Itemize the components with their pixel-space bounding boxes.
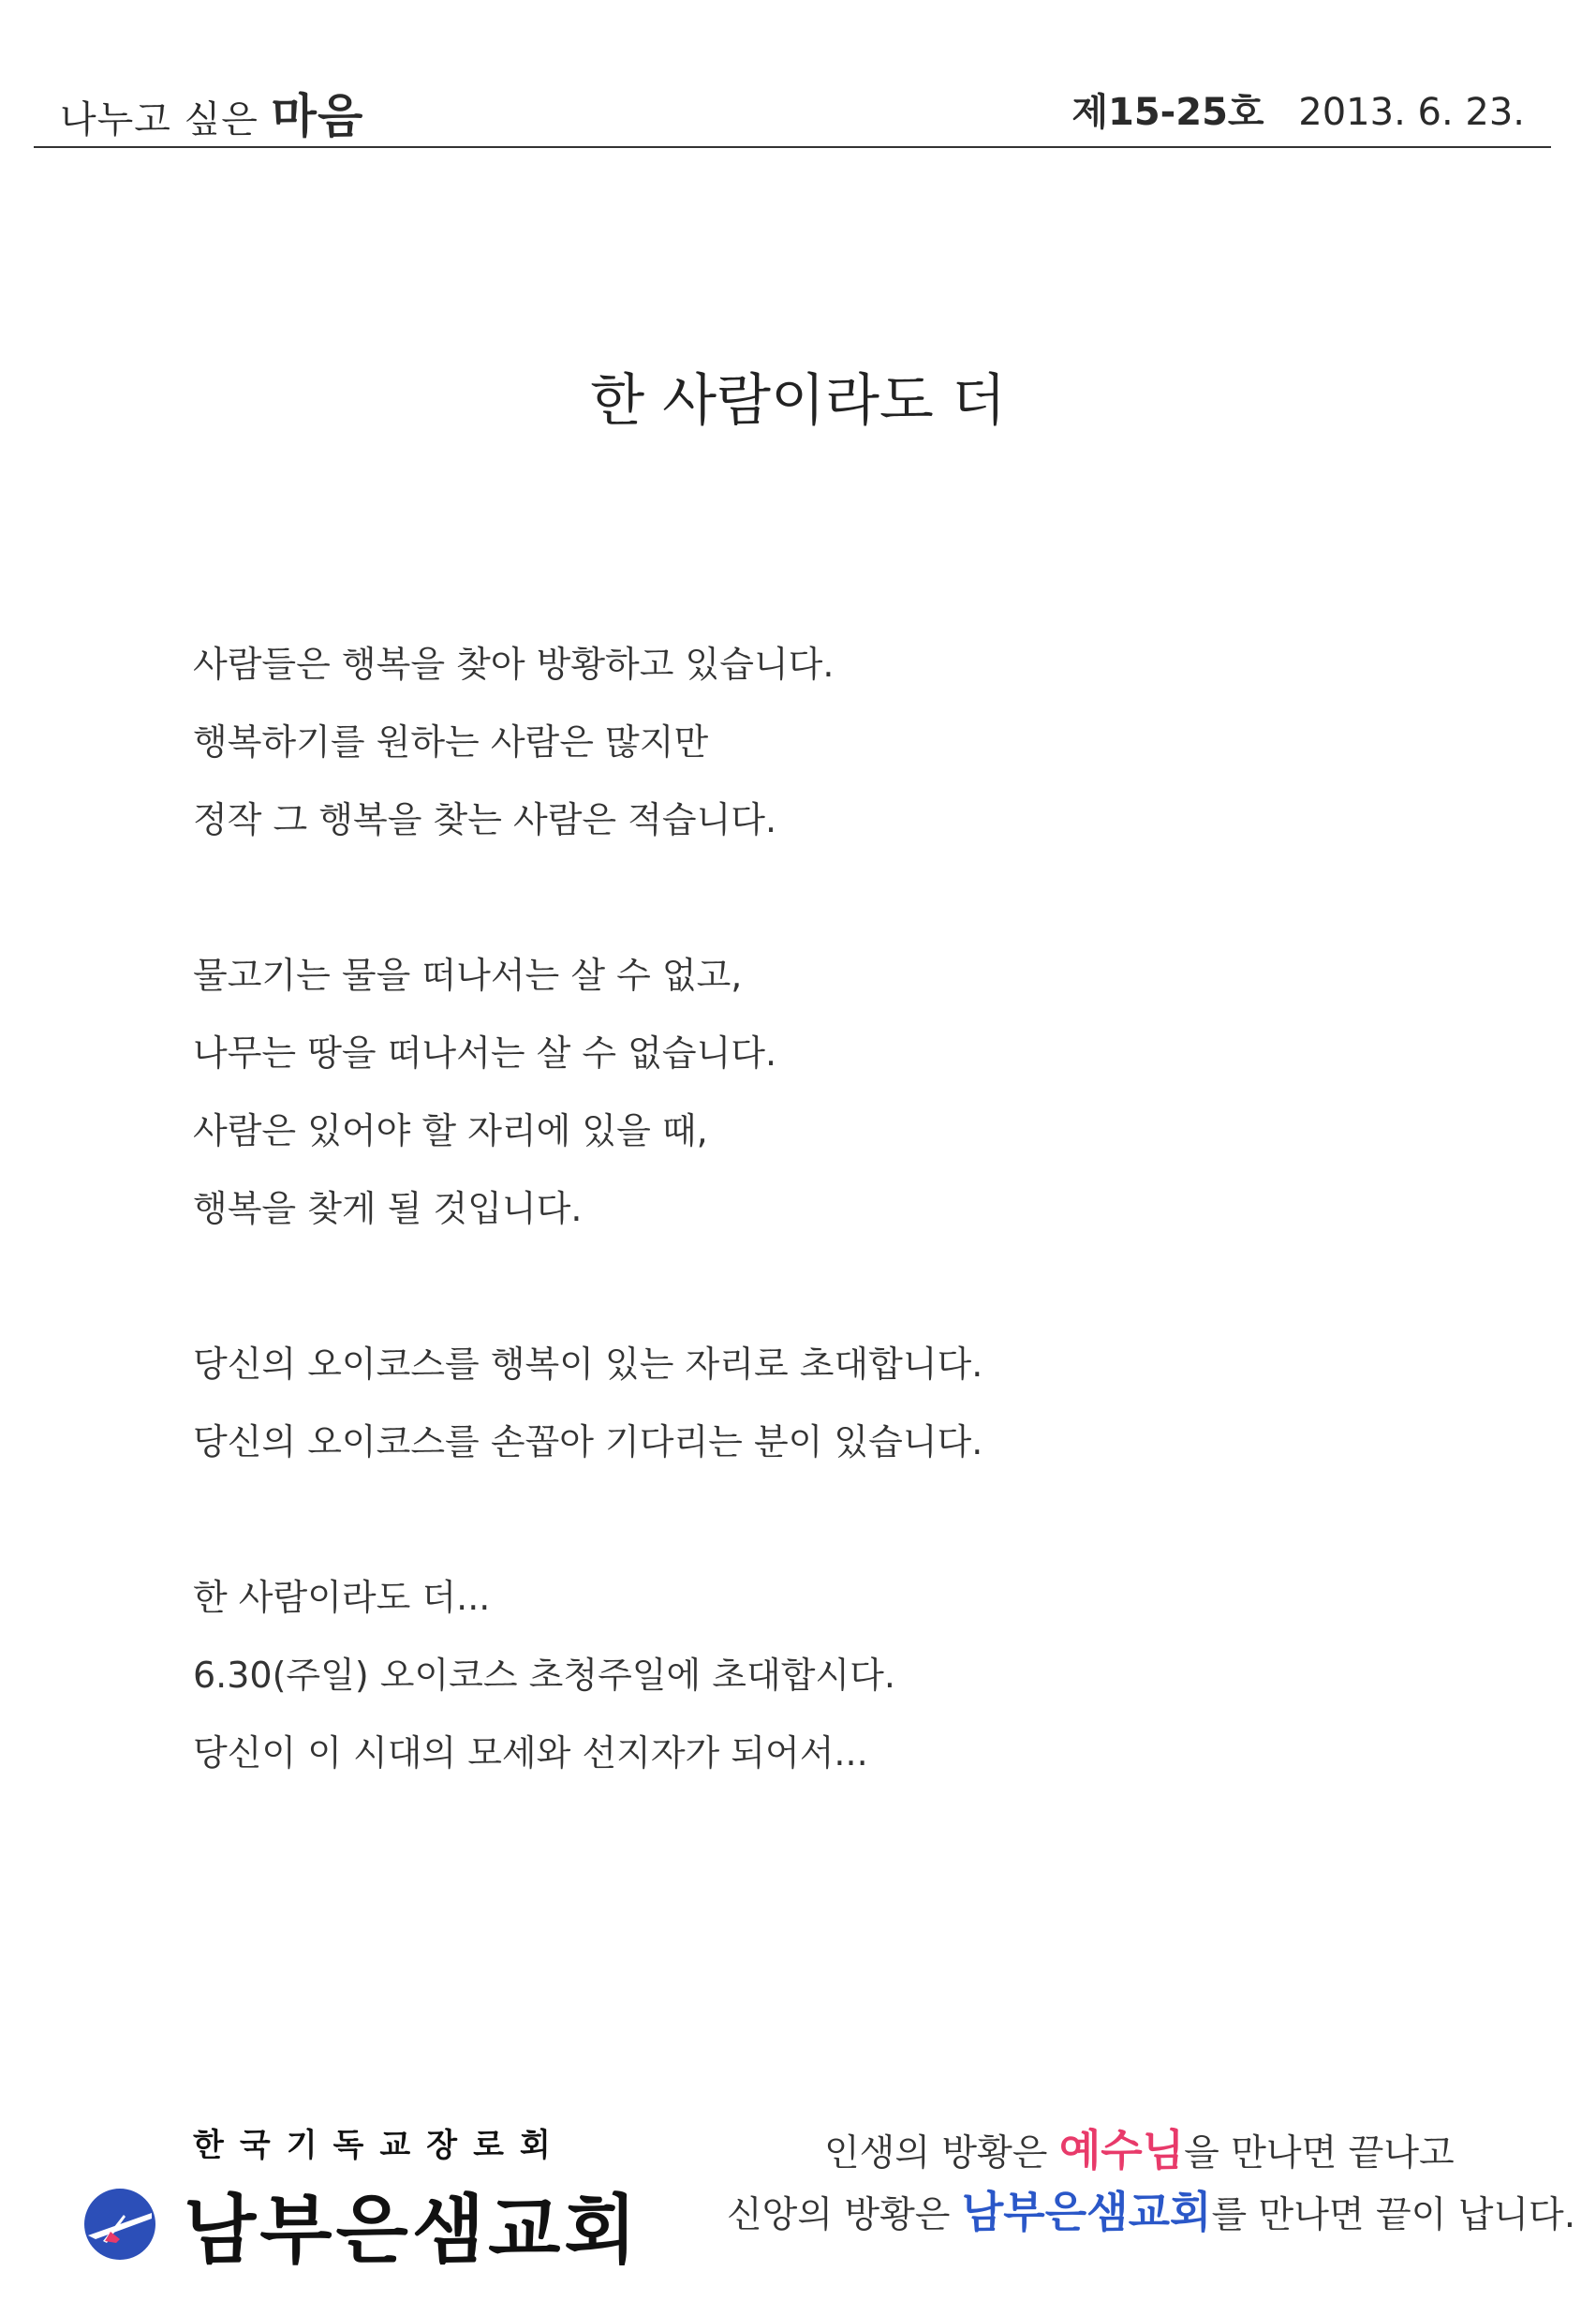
body-line: 물고기는 물을 떠나서는 살 수 없고, — [193, 955, 743, 996]
stanza-gap — [193, 859, 1411, 937]
page-title: 한 사람이라도 더 — [590, 368, 1006, 434]
body-line: 당신이 이 시대의 모세와 선지자가 되어서... — [193, 1732, 868, 1774]
body-line: 행복을 찾게 될 것입니다. — [193, 1188, 583, 1229]
issue-number: 제15-25호 — [1071, 91, 1264, 134]
denomination-label: 한국기독교장로회 — [193, 2127, 567, 2164]
series-title — [60, 79, 363, 146]
motto-highlight-jesus: 예수님 — [1058, 2125, 1185, 2175]
body-line: 6.30(주일) 오이코스 초청주일에 초대합시다. — [193, 1655, 895, 1696]
series-title-prefix: 나누고 싶은 — [60, 98, 259, 141]
motto-text: 신앙의 방황은 — [727, 2194, 962, 2236]
motto-line-2 — [693, 2181, 1576, 2243]
body-line: 사람들은 행복을 찾아 방황하고 있습니다. — [193, 644, 835, 685]
motto-highlight-church: 남부은샘교회 — [961, 2187, 1212, 2237]
series-title-emphasis: 마음 — [271, 89, 364, 143]
bulletin-header — [34, 79, 1551, 150]
body-line: 사람은 있어야 할 자리에 있을 때, — [193, 1110, 708, 1151]
body-line: 정작 그 행복을 찾는 사람은 적습니다. — [193, 799, 777, 840]
stanza-gap — [193, 1248, 1411, 1326]
body-line: 당신의 오이코스를 손꼽아 기다리는 분이 있습니다. — [193, 1421, 983, 1462]
body-line: 나무는 땅을 떠나서는 살 수 없습니다. — [193, 1032, 777, 1074]
issue-date: 2013. 6. 23. — [1298, 91, 1525, 134]
stanza-gap — [193, 1481, 1411, 1559]
issue-info — [1071, 82, 1525, 136]
motto-text: 인생의 방황은 — [824, 2132, 1059, 2175]
church-motto — [693, 2119, 1576, 2243]
article-body — [193, 626, 1411, 1792]
motto-text: 를 만나면 끝이 납니다. — [1211, 2194, 1576, 2236]
church-name: 남부은샘교회 — [184, 2187, 641, 2274]
church-logo-icon — [82, 2187, 157, 2262]
body-line: 당신의 오이코스를 행복이 있는 자리로 초대합니다. — [193, 1344, 983, 1385]
body-line: 행복하기를 원하는 사람은 많지만 — [193, 721, 709, 763]
church-branding — [82, 2119, 641, 2274]
motto-text: 을 만나면 끝나고 — [1184, 2132, 1455, 2175]
body-line: 한 사람이라도 더... — [193, 1577, 491, 1618]
header-divider — [34, 146, 1551, 148]
motto-line-1 — [693, 2119, 1536, 2181]
